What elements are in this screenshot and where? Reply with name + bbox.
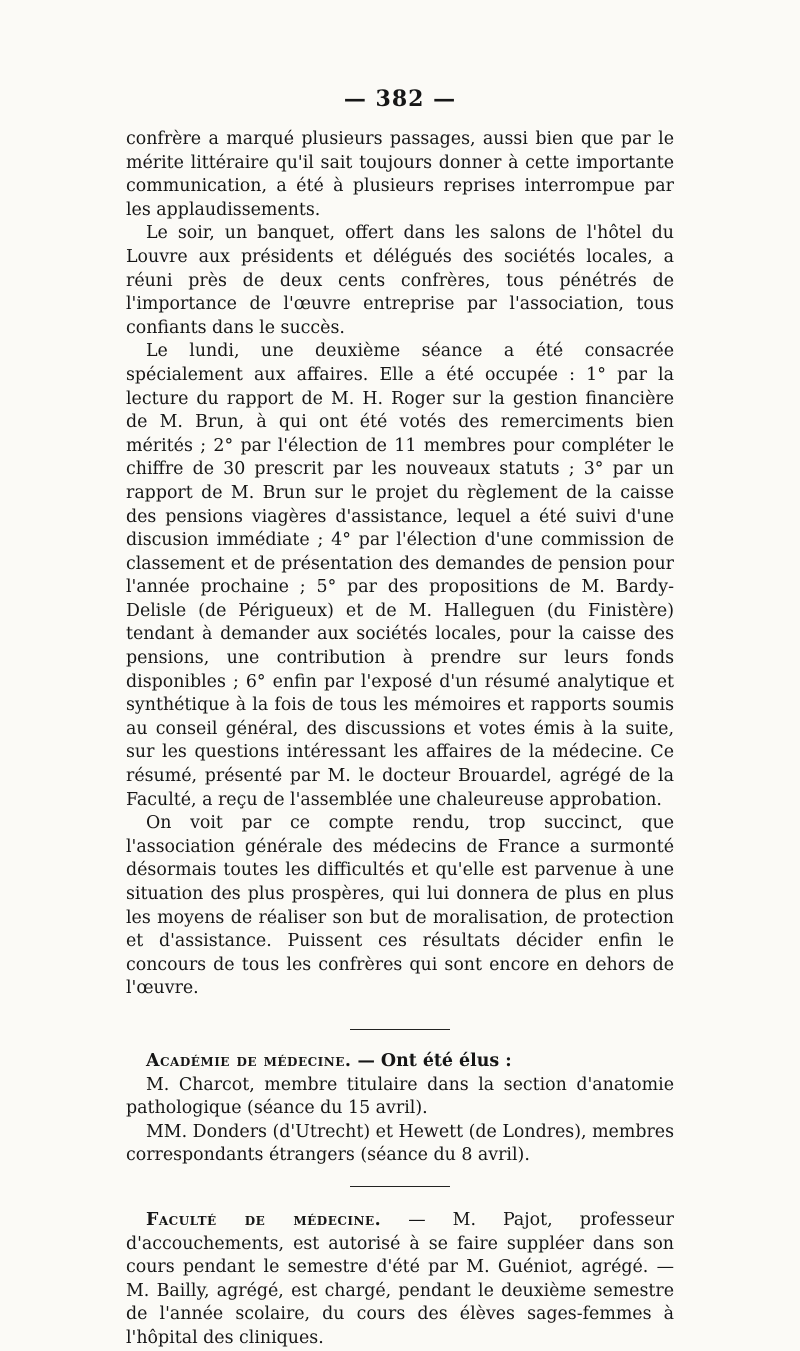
- academie-item-1: M. Charcot, membre titulaire dans la section d'anatomie pathologique (séance du 15 avril).: [126, 1074, 674, 1119]
- paragraph-2: Le soir, un banquet, offert dans les salons de l'hôtel du Louvre aux présidents et délégués des sociétés locales, a réuni près de deux cents confrères, tous pénétrés de l'importance de l'œuvre entreprise par l'association, tous confiants dans le succès.: [126, 223, 674, 338]
- academie-heading-line: [126, 1050, 674, 1074]
- academie-item-2: MM. Donders (d'Utrecht) et Hewett (de Londres), membres correspondants étrangers (séance du 8 avril).: [126, 1121, 675, 1166]
- academie-heading: Académie de médecine.: [146, 1050, 352, 1071]
- faculte-heading: Faculté de médecine.: [146, 1209, 382, 1230]
- paragraph-1: confrère a marqué plusieurs passages, aussi bien que par le mérite littéraire qu'il sait toujours donner à cette importante communication, a été à plusieurs reprises interrompue par les applaudissements.: [126, 129, 674, 220]
- academie-heading-rest: — Ont été élus :: [351, 1050, 512, 1071]
- faculte-text: — M. Pajot, professeur d'accouchements, est autorisé à se faire suppléer dans son cours pendant le semestre d'été par M. Guéniot, agrégé. — M. Bailly, agrégé, est chargé, pendant le deuxième semestre de l'année scolaire, du cours des élèves sages-femmes à l'hôpital des cliniques.: [126, 1209, 674, 1348]
- section-divider: [350, 1029, 450, 1030]
- text-column: [126, 128, 674, 1351]
- paragraph-3: Le lundi, une deuxième séance a été consacrée spécialement aux affaires. Elle a été occupée : 1° par la lecture du rapport de M. H. Roger sur la gestion financière de M. Brun, à qui ont été votés des remerciments bien mérités ; 2° par l'élection de 11 membres pour compléter le chiffre de 30 prescrit par les nouveaux statuts ; 3° par un rapport de M. Brun sur le projet du règlement de la caisse des pensions viagères d'assistance, lequel a été suivi d'une discusion immédiate ; 4° par l'élection d'une commission de classement et de présentation des demandes de pension pour l'année prochaine ; 5° par des propositions de M. Bardy-Delisle (de Périgueux) et de M. Halleguen (du Finistère) tendant à demander aux sociétés locales, pour la caisse des pensions, une contribution à prendre sur leurs fonds disponibles ; 6° enfin par l'exposé d'un résumé analytique et synthétique à la fois de tous les mémoires et rapports soumis au conseil général, des discussions et votes émis à la suite, sur les questions intéressant les affaires de la médecine. Ce résumé, présenté par M. le docteur Brouardel, agrégé de la Faculté, a reçu de l'assemblée une chaleureuse approbation.: [126, 341, 674, 810]
- paragraph-4: On voit par ce compte rendu, trop succinct, que l'association générale des médecins de France a surmonté désormais toutes les difficultés et qu'elle est parvenue à une situation des plus prospères, qui lui donnera de plus en plus les moyens de réaliser son but de moralisation, de protection et d'assistance. Puissent ces résultats décider enfin le concours de tous les confrères qui sont encore en dehors de l'œuvre.: [126, 813, 674, 999]
- faculte-paragraph: [126, 1209, 674, 1351]
- page-number: — 382 —: [343, 86, 457, 112]
- section-divider-2: [350, 1186, 450, 1187]
